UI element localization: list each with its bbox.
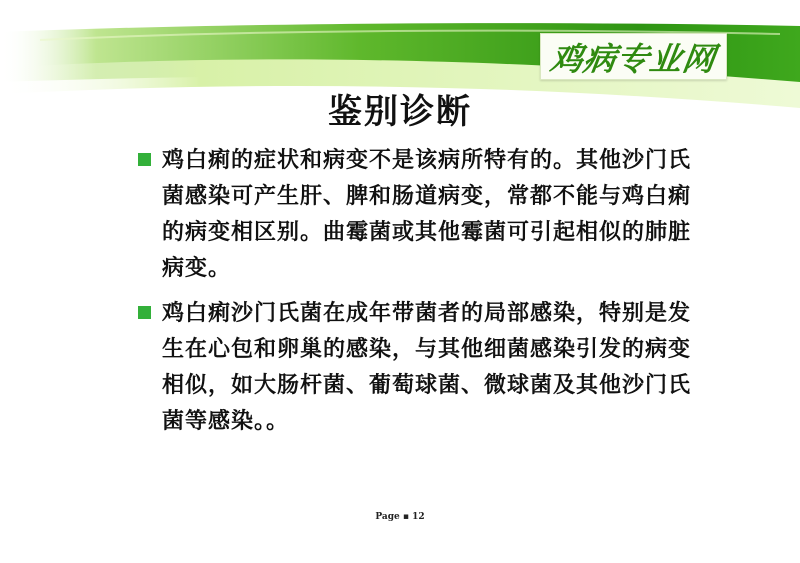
site-logo-text: 鸡病专业网 — [548, 39, 719, 78]
square-bullet-icon — [138, 153, 151, 166]
site-logo — [540, 33, 727, 80]
bullet-list — [138, 143, 698, 449]
slide-title: 鉴别诊断 — [328, 92, 472, 132]
bullet-item-2 — [138, 296, 698, 440]
bullet-item-1 — [138, 143, 698, 287]
square-bullet-icon — [138, 306, 151, 319]
bullet-text-1: 鸡白痢的症状和病变不是该病所特有的。其他沙门氏菌感染可产生肝、脾和肠道病变，常都不能与鸡白痢的病变相区别。曲霉菌或其他霉菌可引起相似的肺脏病变。 — [162, 148, 692, 281]
bullet-text-2: 鸡白痢沙门氏菌在成年带菌者的局部感染，特别是发生在心包和卵巢的感染，与其他细菌感染引发的病变相似，如大肠杆菌、葡萄球菌、微球菌及其他沙门氏菌等感染。。 — [162, 301, 692, 434]
page-number: Page ▪ 12 — [375, 512, 425, 522]
